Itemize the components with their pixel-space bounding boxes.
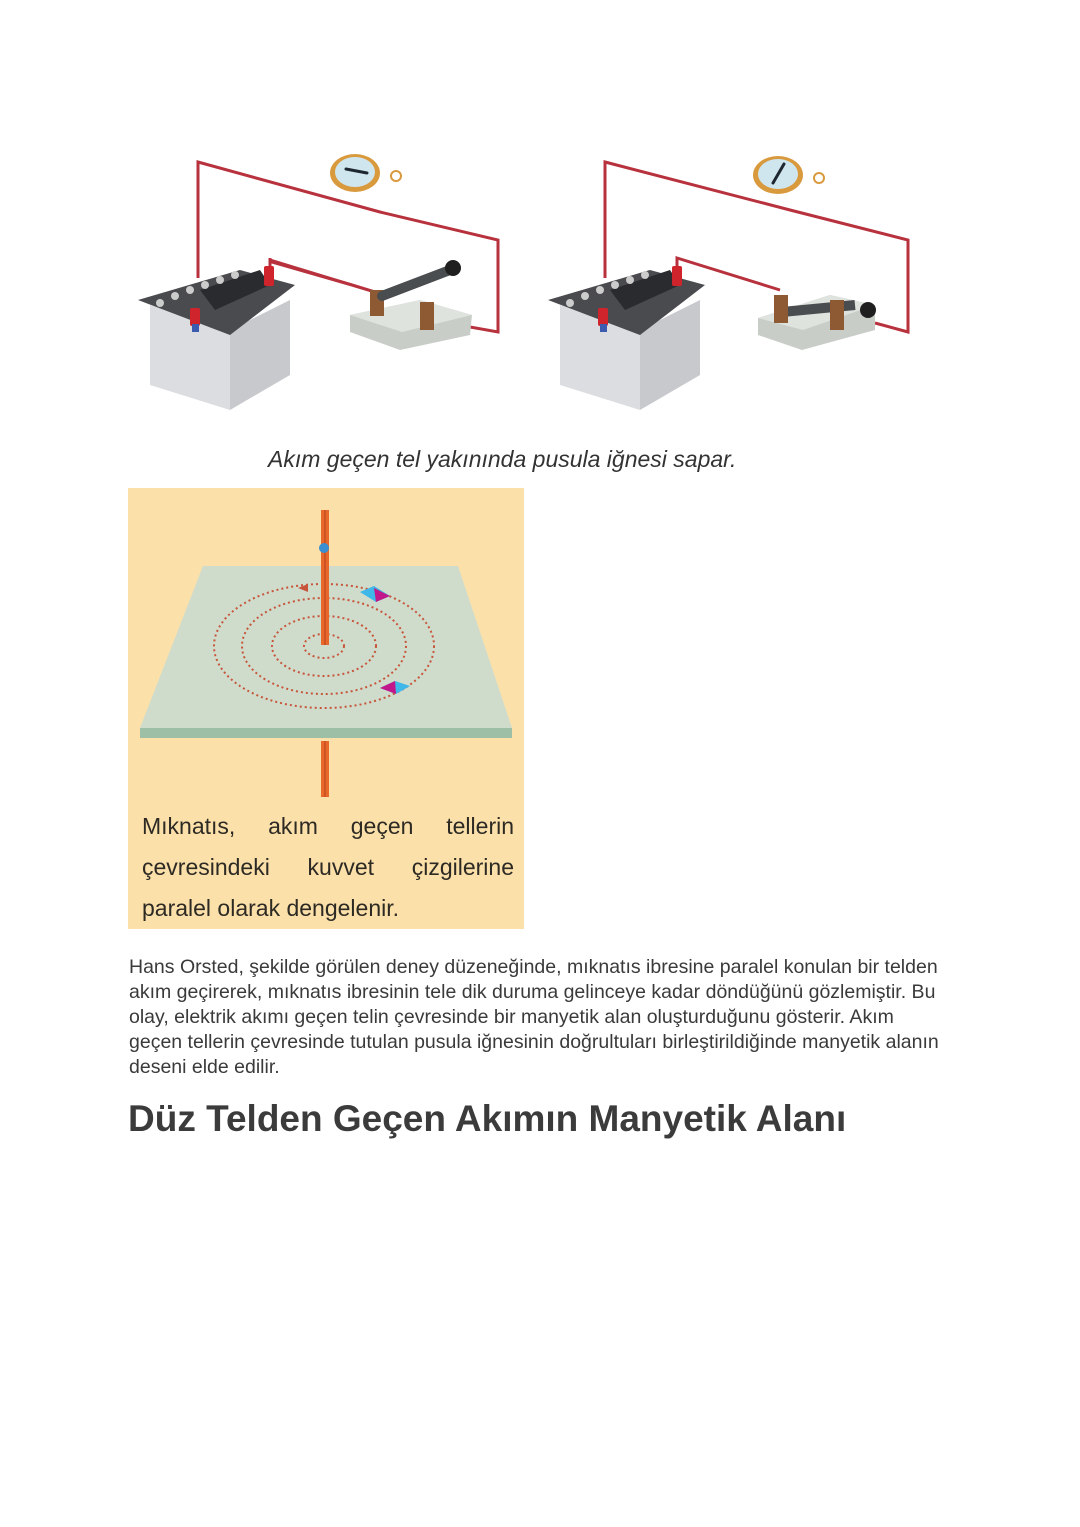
compass-icon bbox=[753, 156, 824, 194]
magnetic-field-figure bbox=[128, 488, 524, 929]
knife-switch-closed-icon bbox=[758, 295, 876, 350]
circuit-closed-switch-panel bbox=[548, 156, 908, 410]
battery-icon bbox=[138, 266, 295, 410]
body-paragraph: Hans Orsted, şekilde görülen deney düzeneğinde, mıknatıs ibresine paralel konulan bir telden akım geçirerek, mıknatıs ibresinin tele dik duruma gelinceye kadar döndüğünü gözlemiştir. Bu olay, elektrik akımı geçen telin çevresinde bir manyetik alan oluşturduğunu gösterir. Akım geçen tellerin çevresinde tutulan pusula iğnesinin doğrultuları birleştirildiğinde manyetik alanın deseni elde edilir. bbox=[129, 956, 939, 1078]
battery-icon bbox=[548, 266, 705, 410]
field-lines-note: Mıknatıs, akım geçen tellerin çevresindeki kuvvet çizgilerine paralel olarak dengelenir. bbox=[142, 813, 514, 921]
compass-icon bbox=[330, 154, 401, 192]
circuit-figure bbox=[120, 140, 940, 430]
figure-caption: Akım geçen tel yakınında pusula iğnesi sapar. bbox=[268, 446, 737, 472]
circuit-open-switch-panel bbox=[138, 154, 498, 410]
section-heading: Düz Telden Geçen Akımın Manyetik Alanı bbox=[128, 1098, 847, 1139]
knife-switch-open-icon bbox=[350, 260, 472, 350]
